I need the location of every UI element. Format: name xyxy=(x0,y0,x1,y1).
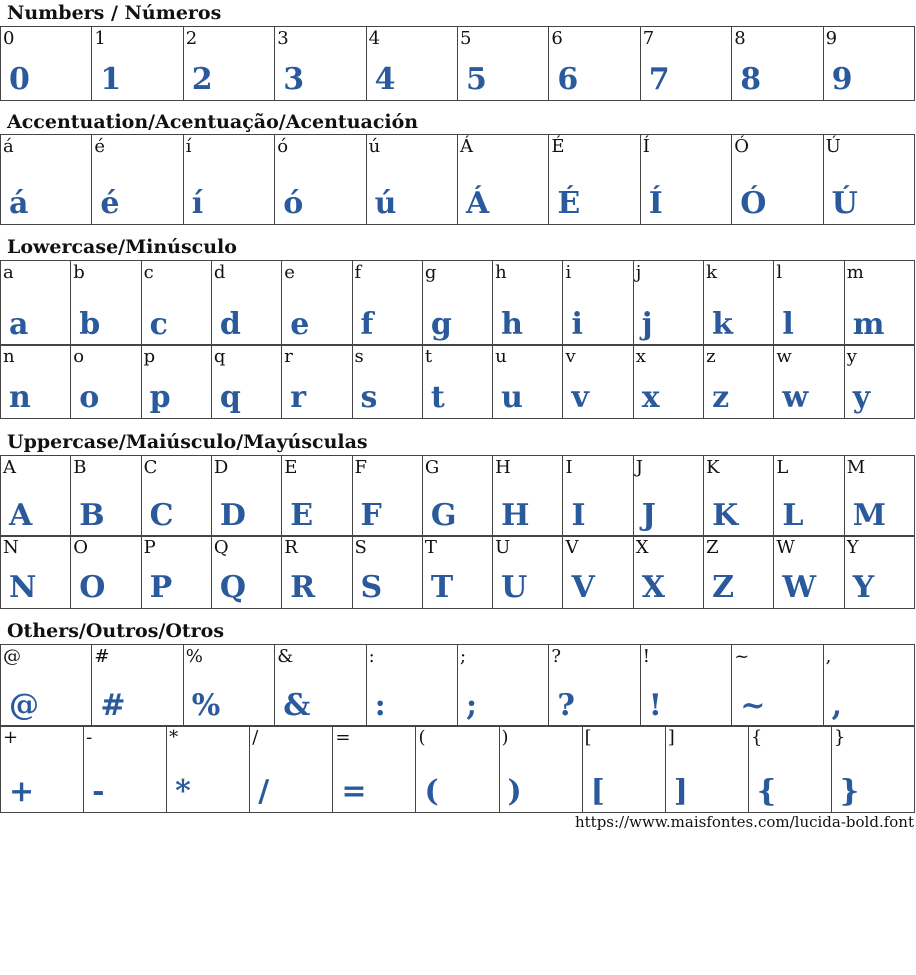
glyph-sample: H xyxy=(501,498,530,533)
glyph-sample: v xyxy=(571,380,589,415)
glyph-label: x xyxy=(635,346,646,367)
glyph-sample: d xyxy=(219,307,241,342)
glyph-cell xyxy=(423,456,493,537)
glyph-sample: 5 xyxy=(466,62,487,97)
glyph-sample: K xyxy=(712,498,739,533)
glyph-sample: ) xyxy=(507,774,522,809)
glyph-sample: } xyxy=(839,774,860,809)
glyph-label: T xyxy=(424,537,437,558)
glyph-label: B xyxy=(73,457,87,478)
glyph-label: Ú xyxy=(825,136,841,157)
glyph-sample: Ó xyxy=(740,186,767,221)
glyph-label: ? xyxy=(551,646,562,667)
glyph-label: 8 xyxy=(734,28,746,49)
glyph-cell xyxy=(184,27,275,101)
glyph-cell xyxy=(458,135,549,225)
glyph-sample: e xyxy=(290,307,310,342)
glyph-label: ; xyxy=(460,646,467,667)
glyph-label: y xyxy=(846,346,857,367)
glyph-cell xyxy=(212,261,282,346)
glyph-sample: u xyxy=(501,380,523,415)
glyph-cell xyxy=(275,27,366,101)
glyph-sample: É xyxy=(557,186,581,221)
glyph-sample: Q xyxy=(219,570,247,605)
glyph-cell xyxy=(367,645,458,727)
glyph-cell xyxy=(549,645,640,727)
glyph-cell xyxy=(845,261,915,346)
glyph-cell xyxy=(142,345,212,419)
glyph-label: - xyxy=(86,727,93,748)
glyph-sample: m xyxy=(852,307,885,342)
others-row-1 xyxy=(0,644,915,727)
glyph-cell xyxy=(583,726,666,813)
glyph-sample: n xyxy=(9,380,31,415)
glyph-sample: 7 xyxy=(648,62,670,97)
glyph-sample: ~ xyxy=(740,688,766,723)
glyph-label: * xyxy=(169,727,179,748)
glyph-label: U xyxy=(495,537,511,558)
glyph-sample: Y xyxy=(852,570,875,605)
glyph-sample: t xyxy=(430,380,445,415)
glyph-label: i xyxy=(565,262,572,283)
glyph-sample: P xyxy=(149,570,173,605)
glyph-label: q xyxy=(213,346,226,367)
glyph-sample: q xyxy=(219,380,241,415)
glyph-cell xyxy=(367,27,458,101)
glyph-sample: 9 xyxy=(831,62,853,97)
glyph-label: ) xyxy=(501,727,509,748)
glyph-cell xyxy=(367,135,458,225)
glyph-label: 9 xyxy=(825,28,838,49)
glyph-label: 5 xyxy=(460,28,472,49)
glyph-sample: r xyxy=(290,380,307,415)
glyph-cell xyxy=(142,536,212,609)
glyph-label: % xyxy=(185,646,203,667)
glyph-sample: ; xyxy=(466,688,478,723)
glyph-cell xyxy=(275,135,366,225)
glyph-sample: @ xyxy=(9,688,39,723)
glyph-sample: : xyxy=(374,688,386,723)
glyph-sample: z xyxy=(712,380,730,415)
glyph-label: ó xyxy=(277,136,289,157)
glyph-label: H xyxy=(495,457,511,478)
glyph-cell xyxy=(458,27,549,101)
accentuation-row-1 xyxy=(0,134,915,225)
glyph-cell xyxy=(845,456,915,537)
glyph-label: M xyxy=(846,457,866,478)
glyph-cell xyxy=(423,261,493,346)
glyph-label: # xyxy=(94,646,110,667)
glyph-cell xyxy=(184,645,275,727)
glyph-sample: Í xyxy=(648,186,663,221)
glyph-sample: a xyxy=(9,307,29,342)
glyph-label: t xyxy=(424,346,433,367)
accentuation-heading: Accentuation/Acentuação/Acentuación xyxy=(7,111,419,133)
glyph-cell xyxy=(71,261,141,346)
glyph-label: K xyxy=(706,457,720,478)
glyph-cell xyxy=(634,536,704,609)
glyph-label: s xyxy=(354,346,364,367)
glyph-sample: 8 xyxy=(740,62,762,97)
glyph-cell xyxy=(423,345,493,419)
source-url[interactable]: https://www.maisfontes.com/lucida-bold.font xyxy=(574,813,914,831)
glyph-label: Á xyxy=(460,136,473,157)
glyph-label: @ xyxy=(3,646,21,667)
glyph-sample: D xyxy=(219,498,246,533)
glyph-cell xyxy=(774,261,844,346)
glyph-cell xyxy=(634,261,704,346)
glyph-label: Z xyxy=(706,537,719,558)
glyph-label: 1 xyxy=(94,28,106,49)
glyph-cell xyxy=(212,536,282,609)
glyph-sample: C xyxy=(149,498,174,533)
glyph-cell xyxy=(845,536,915,609)
glyph-sample: l xyxy=(782,307,794,342)
glyph-label: L xyxy=(776,457,789,478)
glyph-sample: é xyxy=(100,186,120,221)
glyph-sample: + xyxy=(9,774,35,809)
glyph-sample: S xyxy=(360,570,383,605)
lowercase-heading: Lowercase/Minúsculo xyxy=(7,236,237,258)
glyph-cell xyxy=(493,536,563,609)
glyph-label: N xyxy=(3,537,19,558)
glyph-cell xyxy=(732,27,823,101)
glyph-cell xyxy=(1,345,71,419)
glyph-sample: U xyxy=(501,570,528,605)
glyph-sample: w xyxy=(782,380,809,415)
glyph-cell xyxy=(250,726,333,813)
glyph-sample: s xyxy=(360,380,378,415)
glyph-sample: 6 xyxy=(557,62,579,97)
glyph-label: j xyxy=(635,262,642,283)
glyph-cell xyxy=(641,135,732,225)
glyph-cell xyxy=(832,726,915,813)
glyph-sample: V xyxy=(571,570,595,605)
glyph-label: A xyxy=(3,457,16,478)
glyph-cell xyxy=(845,345,915,419)
glyph-cell xyxy=(92,645,183,727)
glyph-cell xyxy=(493,456,563,537)
glyph-sample: M xyxy=(852,498,886,533)
lowercase-row-2 xyxy=(0,344,915,419)
glyph-sample: { xyxy=(756,774,777,809)
glyph-label: Í xyxy=(642,136,650,157)
glyph-cell xyxy=(92,135,183,225)
glyph-label: ( xyxy=(418,727,426,748)
glyph-cell xyxy=(212,456,282,537)
glyph-cell xyxy=(353,261,423,346)
glyph-cell xyxy=(1,456,71,537)
glyph-label: b xyxy=(73,262,85,283)
glyph-sample: k xyxy=(712,307,733,342)
glyph-sample: 1 xyxy=(100,62,122,97)
glyph-sample: 4 xyxy=(374,62,396,97)
glyph-label: Ó xyxy=(734,136,749,157)
glyph-cell xyxy=(493,345,563,419)
glyph-cell xyxy=(704,345,774,419)
glyph-label: a xyxy=(3,262,14,283)
glyph-label: = xyxy=(335,727,351,748)
numbers-heading: Numbers / Números xyxy=(7,2,222,24)
glyph-cell xyxy=(563,536,633,609)
glyph-cell xyxy=(824,27,915,101)
glyph-label: } xyxy=(833,727,846,748)
uppercase-row-2 xyxy=(0,535,915,609)
glyph-label: ú xyxy=(368,136,381,157)
glyph-cell xyxy=(184,135,275,225)
glyph-cell xyxy=(84,726,167,813)
glyph-sample: í xyxy=(191,186,204,221)
numbers-row-1 xyxy=(0,26,915,101)
glyph-label: p xyxy=(143,346,156,367)
glyph-label: r xyxy=(284,346,293,367)
glyph-cell xyxy=(92,27,183,101)
glyph-cell xyxy=(641,27,732,101)
glyph-cell xyxy=(353,456,423,537)
glyph-cell xyxy=(732,135,823,225)
glyph-sample: E xyxy=(290,498,314,533)
glyph-label: J xyxy=(635,457,643,478)
others-heading: Others/Outros/Otros xyxy=(7,620,225,642)
uppercase-row-1 xyxy=(0,455,915,537)
glyph-label: í xyxy=(185,136,192,157)
glyph-label: 2 xyxy=(185,28,198,49)
glyph-label: & xyxy=(277,646,294,667)
glyph-cell xyxy=(1,645,92,727)
glyph-label: á xyxy=(3,136,14,157)
glyph-label: I xyxy=(565,457,573,478)
glyph-sample: G xyxy=(430,498,457,533)
glyph-cell xyxy=(71,345,141,419)
glyph-label: u xyxy=(495,346,507,367)
glyph-sample: * xyxy=(175,774,191,809)
glyph-cell xyxy=(353,345,423,419)
glyph-sample: 0 xyxy=(9,62,30,97)
glyph-cell xyxy=(282,261,352,346)
glyph-sample: o xyxy=(79,380,100,415)
glyph-label: w xyxy=(776,346,792,367)
glyph-label: 3 xyxy=(277,28,289,49)
glyph-label: G xyxy=(424,457,440,478)
glyph-sample: b xyxy=(79,307,101,342)
glyph-label: V xyxy=(565,537,579,558)
glyph-sample: i xyxy=(571,307,583,342)
glyph-sample: j xyxy=(641,307,653,342)
glyph-sample: / xyxy=(258,774,270,809)
glyph-cell xyxy=(634,456,704,537)
glyph-label: e xyxy=(284,262,295,283)
glyph-sample: ? xyxy=(557,688,575,723)
glyph-cell xyxy=(282,536,352,609)
glyph-cell xyxy=(732,645,823,727)
glyph-cell xyxy=(282,456,352,537)
glyph-sample: = xyxy=(341,774,367,809)
glyph-label: k xyxy=(706,262,717,283)
glyph-cell xyxy=(666,726,749,813)
glyph-cell xyxy=(824,645,915,727)
glyph-sample: X xyxy=(641,570,666,605)
glyph-label: m xyxy=(846,262,864,283)
glyph-cell xyxy=(704,536,774,609)
glyph-sample: g xyxy=(430,307,452,342)
glyph-label: Y xyxy=(846,537,859,558)
glyph-cell xyxy=(333,726,416,813)
glyph-cell xyxy=(282,345,352,419)
glyph-label: n xyxy=(3,346,15,367)
glyph-sample: Á xyxy=(466,186,490,221)
glyph-cell xyxy=(423,536,493,609)
glyph-sample: # xyxy=(100,688,126,723)
glyph-cell xyxy=(704,456,774,537)
glyph-sample: p xyxy=(149,380,171,415)
glyph-label: ] xyxy=(667,727,675,748)
glyph-label: l xyxy=(776,262,783,283)
glyph-sample: Z xyxy=(712,570,734,605)
glyph-label: z xyxy=(706,346,716,367)
glyph-sample: & xyxy=(283,688,311,723)
glyph-label: g xyxy=(424,262,437,283)
glyph-label: W xyxy=(776,537,795,558)
glyph-cell xyxy=(549,135,640,225)
glyph-sample: J xyxy=(641,498,656,533)
glyph-label: D xyxy=(213,457,229,478)
glyph-sample: f xyxy=(360,307,374,342)
glyph-label: R xyxy=(284,537,298,558)
glyph-sample: , xyxy=(831,688,843,723)
glyph-sample: ó xyxy=(283,186,304,221)
glyph-sample: ( xyxy=(424,774,439,809)
glyph-cell xyxy=(1,726,84,813)
glyph-sample: F xyxy=(360,498,382,533)
glyph-label: S xyxy=(354,537,367,558)
glyph-label: h xyxy=(495,262,507,283)
glyph-label: c xyxy=(143,262,154,283)
glyph-cell xyxy=(774,536,844,609)
glyph-sample: R xyxy=(290,570,316,605)
glyph-label: E xyxy=(284,457,298,478)
glyph-label: X xyxy=(635,537,649,558)
glyph-sample: O xyxy=(79,570,106,605)
glyph-label: O xyxy=(73,537,89,558)
glyph-cell xyxy=(1,135,92,225)
glyph-label: P xyxy=(143,537,156,558)
glyph-label: + xyxy=(3,727,19,748)
glyph-label: É xyxy=(551,136,565,157)
glyph-sample: W xyxy=(782,570,817,605)
glyph-label: f xyxy=(354,262,362,283)
glyph-cell xyxy=(749,726,832,813)
glyph-label: 4 xyxy=(368,28,381,49)
glyph-cell xyxy=(641,645,732,727)
glyph-sample: - xyxy=(92,774,105,809)
glyph-label: F xyxy=(354,457,368,478)
others-row-2 xyxy=(0,725,915,813)
glyph-sample: A xyxy=(9,498,33,533)
glyph-sample: % xyxy=(191,688,221,723)
glyph-sample: L xyxy=(782,498,804,533)
glyph-label: 7 xyxy=(642,28,655,49)
glyph-label: : xyxy=(368,646,375,667)
glyph-sample: x xyxy=(641,380,660,415)
glyph-cell xyxy=(142,261,212,346)
glyph-cell xyxy=(774,456,844,537)
glyph-label: d xyxy=(213,262,226,283)
glyph-cell xyxy=(1,27,92,101)
glyph-sample: c xyxy=(149,307,168,342)
glyph-sample: ] xyxy=(673,774,688,809)
glyph-cell xyxy=(549,27,640,101)
glyph-label: o xyxy=(73,346,85,367)
glyph-cell xyxy=(71,536,141,609)
glyph-cell xyxy=(1,536,71,609)
glyph-cell xyxy=(634,345,704,419)
glyph-label: / xyxy=(252,727,259,748)
glyph-cell xyxy=(167,726,250,813)
glyph-cell xyxy=(774,345,844,419)
glyph-sample: Ú xyxy=(831,186,858,221)
glyph-sample: ! xyxy=(648,688,662,723)
uppercase-heading: Uppercase/Maiúsculo/Mayúsculas xyxy=(7,431,368,453)
glyph-cell xyxy=(212,345,282,419)
glyph-label: ! xyxy=(642,646,651,667)
glyph-cell xyxy=(563,345,633,419)
glyph-sample: I xyxy=(571,498,586,533)
glyph-cell xyxy=(275,645,366,727)
glyph-cell xyxy=(563,261,633,346)
glyph-label: C xyxy=(143,457,158,478)
glyph-label: v xyxy=(565,346,576,367)
glyph-cell xyxy=(824,135,915,225)
glyph-cell xyxy=(416,726,499,813)
glyph-label: ~ xyxy=(734,646,750,667)
glyph-label: 0 xyxy=(3,28,15,49)
glyph-cell xyxy=(458,645,549,727)
glyph-label: , xyxy=(825,646,832,667)
glyph-sample: á xyxy=(9,186,29,221)
glyph-cell xyxy=(353,536,423,609)
glyph-cell xyxy=(563,456,633,537)
glyph-cell xyxy=(71,456,141,537)
glyph-label: 6 xyxy=(551,28,563,49)
glyph-cell xyxy=(1,261,71,346)
glyph-label: { xyxy=(750,727,763,748)
glyph-sample: y xyxy=(852,380,871,415)
glyph-label: [ xyxy=(584,727,592,748)
glyph-sample: T xyxy=(430,570,454,605)
glyph-label: Q xyxy=(213,537,229,558)
glyph-sample: B xyxy=(79,498,105,533)
glyph-cell xyxy=(704,261,774,346)
glyph-sample: 2 xyxy=(191,62,213,97)
glyph-sample: [ xyxy=(590,774,605,809)
glyph-cell xyxy=(142,456,212,537)
glyph-sample: N xyxy=(9,570,37,605)
glyph-label: é xyxy=(94,136,106,157)
glyph-cell xyxy=(500,726,583,813)
lowercase-row-1 xyxy=(0,260,915,346)
glyph-sample: h xyxy=(501,307,523,342)
glyph-cell xyxy=(493,261,563,346)
glyph-sample: 3 xyxy=(283,62,305,97)
glyph-sample: ú xyxy=(374,186,397,221)
